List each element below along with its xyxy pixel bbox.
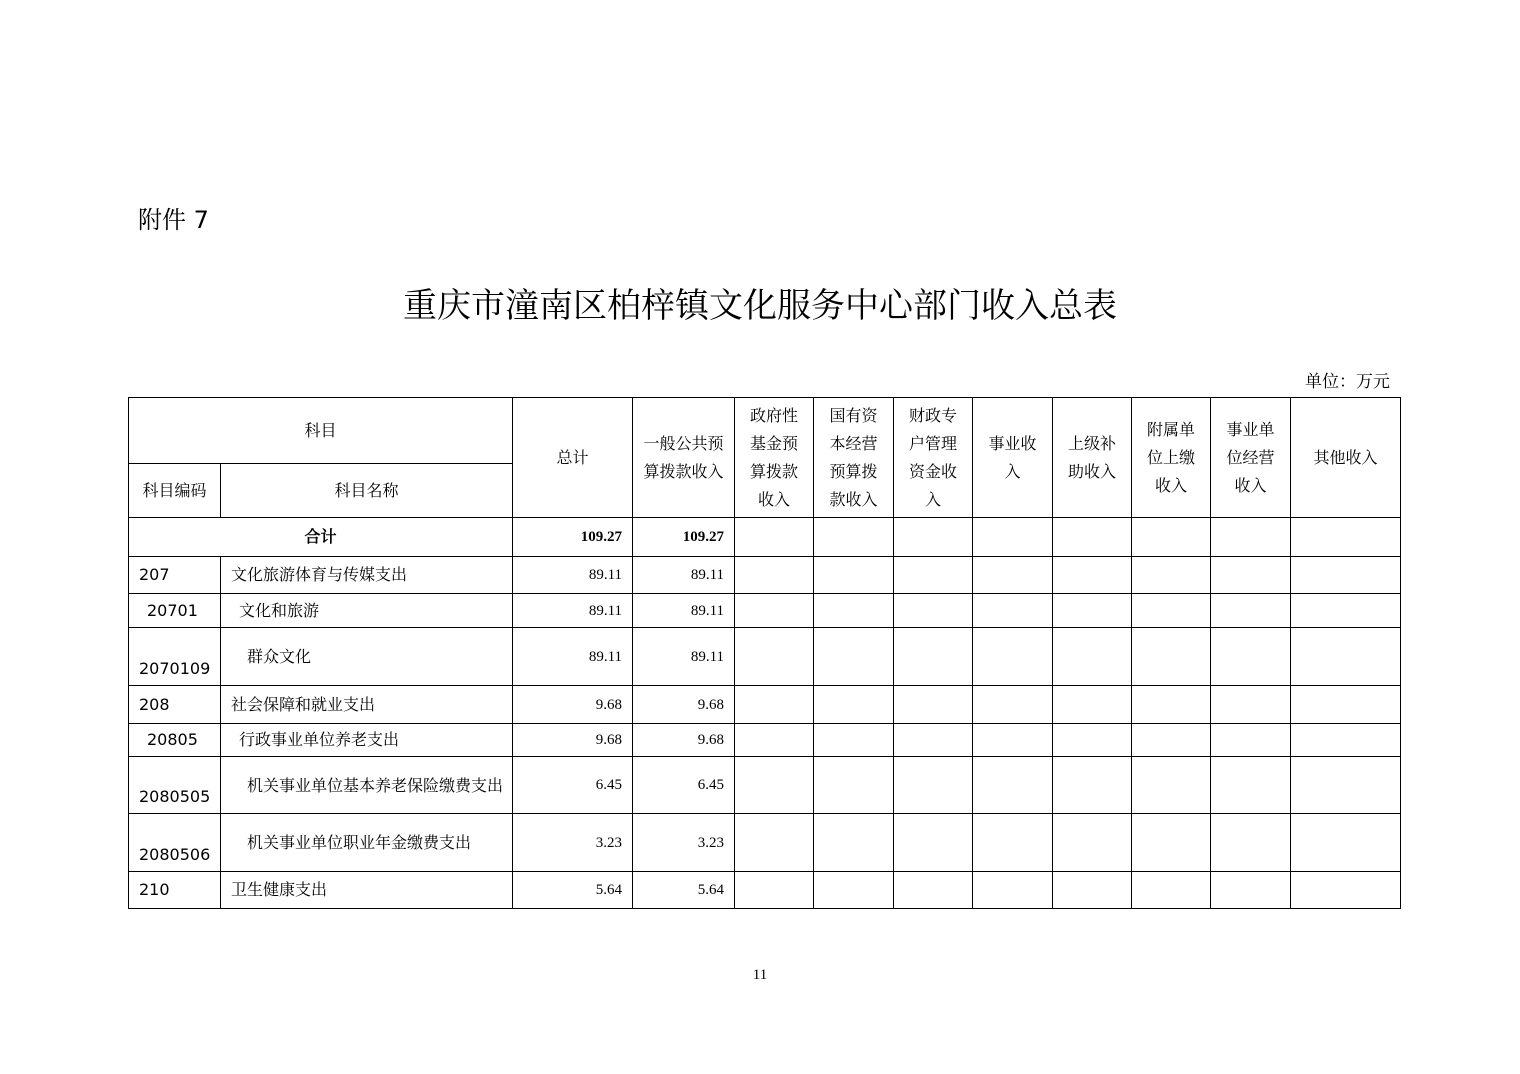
row-total: 89.11 xyxy=(513,628,633,686)
row-general-budget: 3.23 xyxy=(633,814,735,872)
total-label: 合计 xyxy=(129,518,513,557)
row-name: 卫生健康支出 xyxy=(221,872,513,909)
row-total: 89.11 xyxy=(513,594,633,628)
page-title: 重庆市潼南区柏梓镇文化服务中心部门收入总表 xyxy=(403,286,1117,326)
header-total: 总计 xyxy=(513,398,633,518)
row-name: 文化旅游体育与传媒支出 xyxy=(221,557,513,594)
row-code: 2080505 xyxy=(129,757,221,814)
row-code: 208 xyxy=(129,686,221,724)
row-general-budget: 89.11 xyxy=(633,594,735,628)
row-name: 群众文化 xyxy=(221,628,513,686)
row-general-budget: 5.64 xyxy=(633,872,735,909)
table-row xyxy=(129,628,1401,686)
header-superior-subsidy: 上级补助收入 xyxy=(1053,398,1132,518)
row-general-budget: 9.68 xyxy=(633,686,735,724)
row-general-budget: 9.68 xyxy=(633,724,735,757)
table-row xyxy=(129,757,1401,814)
row-total: 9.68 xyxy=(513,724,633,757)
general-budget-cell: 109.27 xyxy=(633,518,735,557)
row-code: 20805 xyxy=(129,724,221,757)
row-general-budget: 89.11 xyxy=(633,628,735,686)
row-total: 89.11 xyxy=(513,557,633,594)
row-general-budget: 89.11 xyxy=(633,557,735,594)
row-general-budget: 6.45 xyxy=(633,757,735,814)
table-row xyxy=(129,872,1401,909)
table-row xyxy=(129,814,1401,872)
row-code: 2070109 xyxy=(129,628,221,686)
row-code: 210 xyxy=(129,872,221,909)
row-name: 机关事业单位基本养老保险缴费支出 xyxy=(221,757,513,814)
row-name: 机关事业单位职业年金缴费支出 xyxy=(221,814,513,872)
unit-label: 单位：万元 xyxy=(1305,372,1390,392)
row-code: 2080506 xyxy=(129,814,221,872)
row-total: 3.23 xyxy=(513,814,633,872)
row-total: 5.64 xyxy=(513,872,633,909)
header-subject-code: 科目编码 xyxy=(129,464,221,518)
page-number: 11 xyxy=(752,967,768,983)
header-other-income: 其他收入 xyxy=(1291,398,1401,518)
total-row xyxy=(129,518,1401,557)
row-code: 20701 xyxy=(129,594,221,628)
row-total: 9.68 xyxy=(513,686,633,724)
table-row xyxy=(129,686,1401,724)
header-business-income: 事业收入 xyxy=(973,398,1053,518)
row-name: 文化和旅游 xyxy=(221,594,513,628)
header-business-operation: 事业单位经营收入 xyxy=(1211,398,1291,518)
table-row xyxy=(129,594,1401,628)
table-row xyxy=(129,724,1401,757)
header-gov-fund: 政府性基金预算拨款收入 xyxy=(735,398,814,518)
header-affiliated-payment: 附属单位上缴收入 xyxy=(1132,398,1211,518)
header-state-capital: 国有资本经营预算拨款收入 xyxy=(814,398,894,518)
header-subject-name: 科目名称 xyxy=(221,464,513,518)
row-code: 207 xyxy=(129,557,221,594)
income-summary-table xyxy=(128,397,1401,909)
header-fiscal-special: 财政专户管理资金收入 xyxy=(894,398,973,518)
header-general-budget: 一般公共预算拨款收入 xyxy=(633,398,735,518)
row-name: 社会保障和就业支出 xyxy=(221,686,513,724)
row-name: 行政事业单位养老支出 xyxy=(221,724,513,757)
table-row xyxy=(129,557,1401,594)
attachment-label: 附件 7 xyxy=(138,206,209,234)
total-cell: 109.27 xyxy=(513,518,633,557)
header-subject: 科目 xyxy=(129,398,513,464)
row-total: 6.45 xyxy=(513,757,633,814)
